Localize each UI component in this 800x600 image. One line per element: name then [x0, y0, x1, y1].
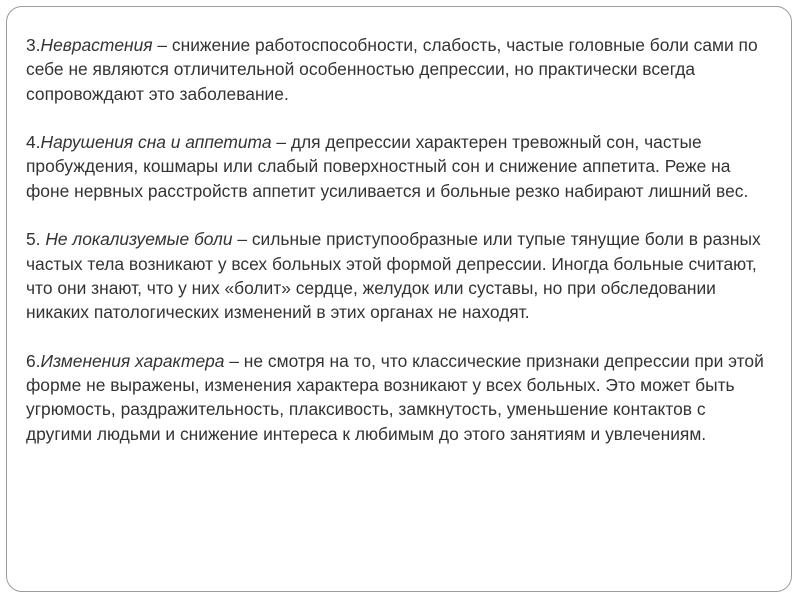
item-term: Неврастения [40, 35, 153, 55]
paragraph-sleep-appetite [26, 130, 776, 203]
item-term: Нарушения сна и аппетита [40, 132, 272, 153]
item-description: – сильные приступообразные или тупые тянущие боли в разных частых тела возникают у всех больных этой формой депрессии. Иногда больные считают, что они знают, что у них «болит» сердце, желудок или суставы, но при обследовании никаких патологических изменений в этих органах не находят. [26, 229, 761, 323]
item-number: 5. [26, 229, 46, 250]
item-description: – снижение работоспособности, слабость, частые головные боли сами по себе не являются отличительной особенностью депрессии, но практически всегда сопровождают это заболевание. [26, 35, 758, 104]
paragraph-neurasthenia [26, 33, 776, 106]
slide-content [26, 33, 776, 446]
item-term: Изменения характера [40, 350, 225, 371]
item-description: – не смотря на то, что классические признаки депрессии при этой форме не выражены, изменения характера возникают у всех больных. Это может быть угрюмость, раздражительность, плаксивость, замкнутость, уменьшение контактов с другими людьми и снижение интереса к любимым до этого занятиям и увлечениям. [26, 350, 764, 444]
item-number: 3. [26, 35, 41, 55]
paragraph-pain [26, 227, 776, 324]
paragraph-character [26, 349, 776, 446]
item-number: 6. [26, 350, 41, 371]
item-term: Не локализуемые боли [45, 229, 233, 250]
item-description: – для депрессии характерен тревожный сон, частые пробуждения, кошмары или слабый поверхностный сон и снижение аппетита. Реже на фоне нервных расстройств аппетит усиливается и больные резко набирают лишний вес. [26, 132, 749, 201]
item-number: 4. [26, 132, 41, 153]
